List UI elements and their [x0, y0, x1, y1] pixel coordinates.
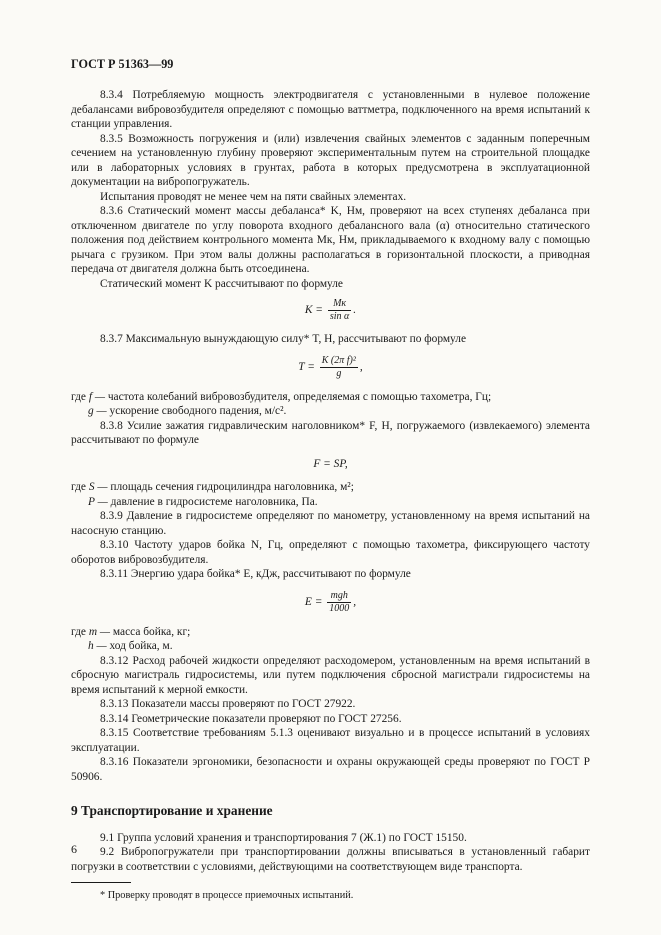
where-f: [71, 390, 590, 405]
formula-e: [71, 590, 590, 615]
var-m: m —: [88, 625, 111, 638]
formula-e-num: mgh: [327, 590, 351, 603]
section-9-title: 9 Транспортирование и хранение: [71, 803, 273, 818]
para-8-3-16: 8.3.16 Показатели эргономики, безопасности и охраны окружающей среды проверяют по ГОСТ Р 50906.: [71, 756, 590, 783]
formula-k-num: Мк: [328, 298, 351, 311]
where-h: [71, 639, 590, 654]
where-label-1: где: [71, 390, 86, 403]
formula-f: F = SP,: [313, 457, 348, 470]
var-g: g —: [88, 405, 107, 417]
formula-t-fraction: [320, 355, 358, 380]
para-8-3-5: 8.3.5 Возможность погружения и (или) извлечения свайных элементов с заданным поперечным сечением на установленную глубину проверяют экспериментальным путем на строительной площадке или в лабораторных условиях в грунтах, работа в которых предусмотрена в эксплуатационной документации на вибропогружатель.: [71, 132, 590, 188]
var-h-desc: ход бойка, м.: [109, 640, 173, 652]
formula-t: [71, 355, 590, 380]
formula-t-den: g: [336, 367, 342, 379]
formula-t-num: K (2π f)²: [321, 354, 356, 366]
para-8-3-9: 8.3.9 Давление в гидросистеме определяют по манометру, установленному на время испытаний на насосную станцию.: [71, 510, 590, 537]
formula-e-fraction: [327, 590, 351, 615]
para-8-3-11: 8.3.11 Энергию удара бойка* E, кДж, рассчитывают по формуле: [100, 568, 411, 580]
formula-t-lhs: T =: [298, 360, 315, 373]
var-m-desc: масса бойка, кг;: [112, 625, 191, 638]
para-8-3-7: 8.3.7 Максимальную вынуждающую силу* T, Н, рассчитывают по формуле: [100, 333, 466, 345]
para-8-3-10: 8.3.10 Частоту ударов бойка N, Гц, определяют с помощью тахометра, фиксирующего частоту оборотов вибровозбудителя.: [71, 539, 590, 566]
para-8-3-4: 8.3.4 Потребляемую мощность электродвигателя с установленными в нулевое положение дебалансами вибровозбудителя определяют с помощью ваттметра, подключенного на время испытаний к станции управления.: [71, 89, 590, 130]
formula-e-lhs: E =: [304, 595, 323, 608]
formula-k-lhs: K =: [304, 304, 323, 317]
para-k-formula-intro: Статический момент K рассчитывают по формуле: [100, 277, 343, 290]
document-header: ГОСТ Р 51363—99: [71, 57, 174, 71]
formula-e-tail: ,: [353, 595, 357, 608]
where-g: [71, 404, 590, 419]
where-s: [71, 480, 590, 495]
para-8-3-13: 8.3.13 Показатели массы проверяют по ГОСТ 27922.: [100, 698, 356, 710]
para-9-1: 9.1 Группа условий хранения и транспортирования 7 (Ж.1) по ГОСТ 15150.: [100, 831, 467, 844]
para-8-3-12: 8.3.12 Расход рабочей жидкости определяют расходомером, установленным на время испытаний в сбросную магистраль гидросистемы, или путем подключения сбросной магистрали гидросистемы на время испытаний к мерной емкости.: [71, 654, 590, 696]
var-f-desc: частота колебаний вибровозбудителя, определяемая с помощью тахометра, Гц;: [107, 390, 492, 403]
footnote-rule: [71, 882, 131, 883]
para-9-2: 9.2 Вибропогружатели при транспортировании должны вписываться в установленный габарит погрузки в соответствии с условиями, действующими на соответствующем виде транспорта.: [71, 846, 590, 873]
formula-k-den: sin α: [329, 311, 350, 322]
where-label-2: где: [71, 481, 86, 493]
var-s-desc: площадь сечения гидроцилиндра наголовника, м²;: [110, 481, 354, 493]
para-8-3-6: 8.3.6 Статический момент массы дебаланса* K, Нм, проверяют на всех ступенях дебаланса при отключенном двигателе по углу поворота входного дебалансного вала (α) относительно статического положения под действием контрольного момента Мк, Нм, прикладываемого к входному валу с помощью рычага с грузиком. При этом валы должны располагаться в горизонтальной плоскости, а приводная передача от двигателя должна быть отсоединена.: [71, 205, 590, 275]
formula-k-fraction: [328, 298, 351, 323]
where-m: [71, 625, 590, 640]
formula-e-den: 1000: [329, 602, 350, 614]
para-8-3-14: 8.3.14 Геометрические показатели проверяют по ГОСТ 27256.: [100, 712, 402, 725]
var-f: f —: [88, 390, 105, 403]
var-g-desc: ускорение свободного падения, м/с².: [109, 405, 287, 417]
para-8-3-8: 8.3.8 Усилие зажатия гидравлическим наголовником* F, Н, погружаемого (извлекаемого) элемента рассчитывают по формуле: [71, 419, 590, 446]
var-p: P —: [88, 495, 108, 508]
formula-k-tail: .: [353, 304, 357, 317]
var-h: h —: [88, 640, 107, 652]
para-8-3-15: 8.3.15 Соответствие требованиям 5.1.3 оценивают визуально и в процессе испытаний в условиях эксплуатации.: [71, 727, 590, 754]
footnote: * Проверку проводят в процессе приемочных испытаний.: [100, 890, 354, 901]
formula-k: [71, 298, 590, 323]
where-label-3: где: [71, 625, 86, 638]
formula-t-tail: ,: [359, 360, 363, 373]
var-s: S —: [88, 481, 108, 493]
para-tests: Испытания проводят не менее чем на пяти свайных элементах.: [100, 190, 407, 203]
page-number: 6: [71, 842, 77, 856]
where-p: [71, 495, 590, 510]
document-body: [71, 88, 590, 904]
var-p-desc: давление в гидросистеме наголовника, Па.: [110, 495, 318, 508]
